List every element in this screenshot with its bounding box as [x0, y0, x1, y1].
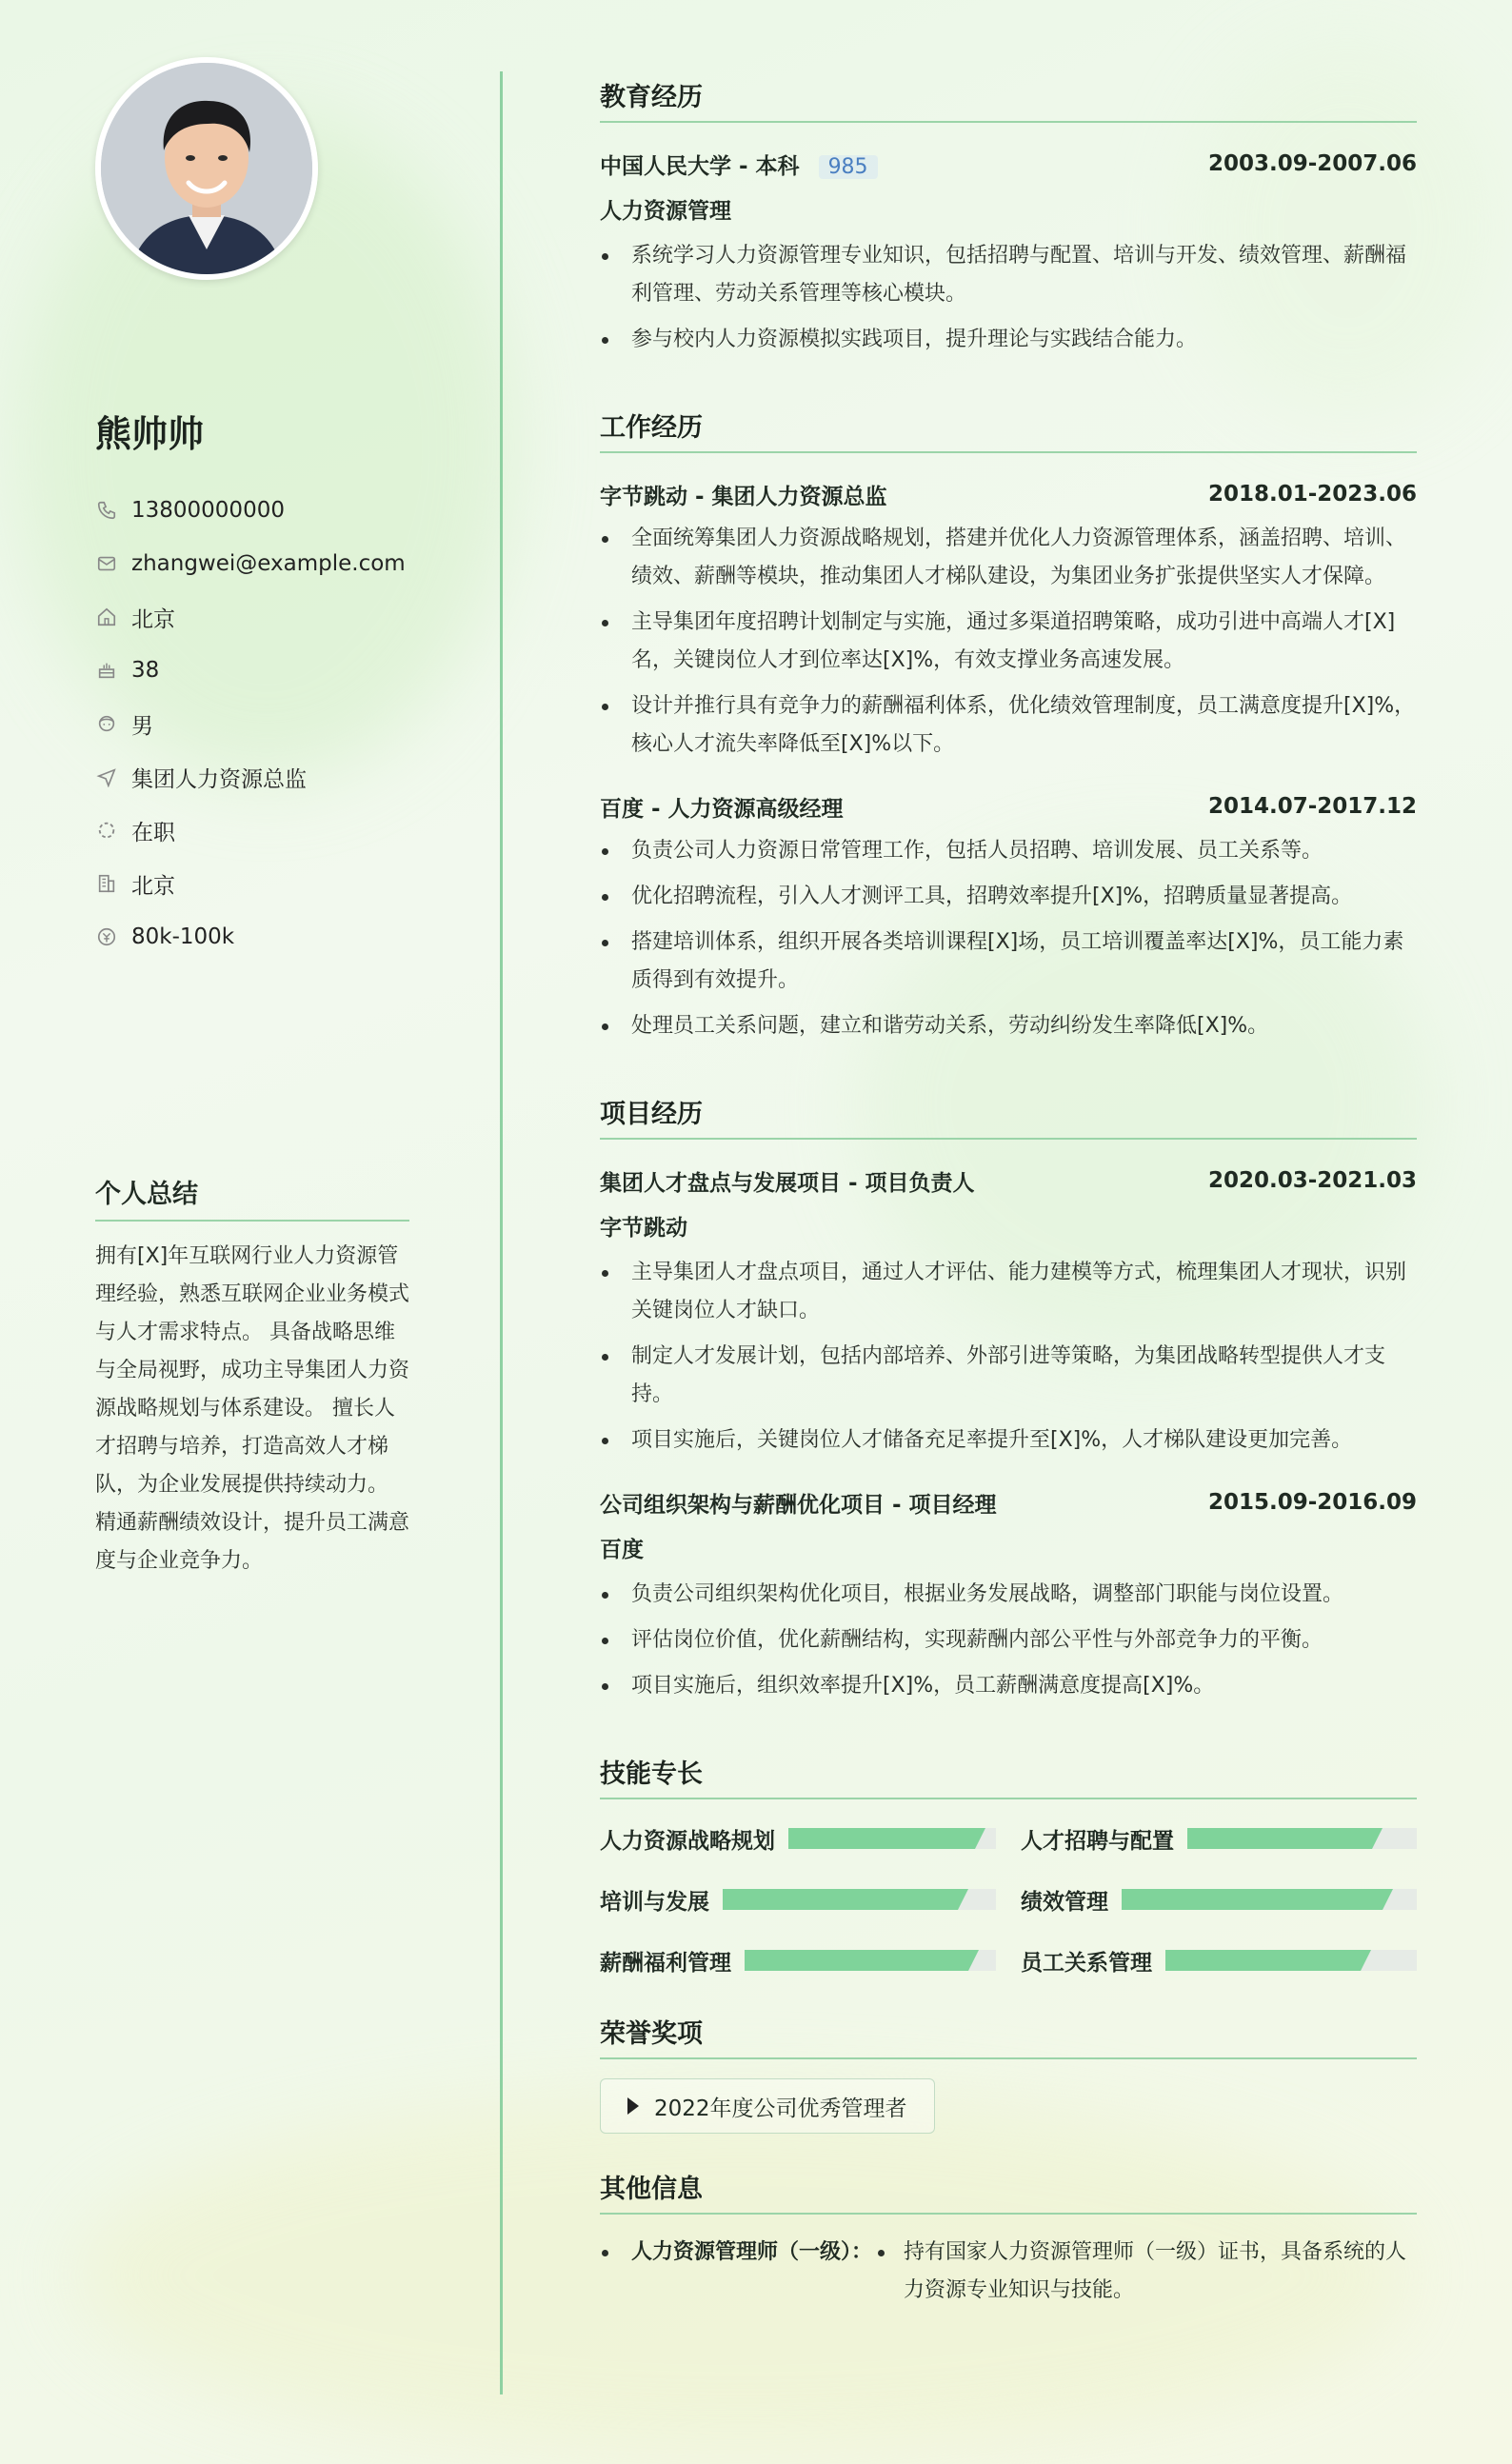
avatar: [95, 57, 318, 280]
skill-label: 人才招聘与配置: [1021, 1828, 1174, 1854]
other-title: 其他信息: [600, 2168, 1417, 2215]
send-icon: [95, 765, 118, 788]
contact-info-list: [95, 484, 409, 964]
education-date: 2003.09-2007.06: [1207, 151, 1417, 176]
skills-title: 技能专长: [600, 1753, 1417, 1799]
project-title: 集团人才盘点与发展项目 - 项目负责人: [600, 1170, 975, 1196]
info-age: [95, 644, 409, 697]
skill-item: [600, 1940, 996, 1980]
skill-bar: [723, 1889, 996, 1910]
skill-bar-fill: [723, 1889, 958, 1910]
list-item: 优化招聘流程，引入人才测评工具，招聘效率提升[X]%，招聘质量显著提高。: [600, 878, 1417, 916]
skill-bar: [1187, 1828, 1417, 1849]
work-title: 工作经历: [600, 407, 1417, 453]
project-company: 字节跳动: [600, 1216, 687, 1241]
salary-icon: [95, 925, 118, 948]
skill-label: 薪酬福利管理: [600, 1950, 731, 1976]
skill-bar-fill: [788, 1828, 975, 1849]
list-item: 制定人才发展计划，包括内部培养、外部引进等策略，为集团战略转型提供人才支持。: [600, 1338, 1417, 1414]
skill-label: 绩效管理: [1021, 1889, 1108, 1915]
home-icon: [95, 606, 118, 628]
expand-triangle-icon: [627, 2097, 639, 2115]
skills-grid: [600, 1818, 1417, 1980]
skill-item: [600, 1818, 996, 1858]
list-item: 设计并推行具有竞争力的薪酬福利体系，优化绩效管理制度，员工满意度提升[X]%，核心人才流失率降低至[X]%以下。: [600, 687, 1417, 764]
project-bullets: [600, 1576, 1417, 1705]
skill-item: [1021, 1879, 1417, 1919]
status-icon: [95, 819, 118, 842]
skill-bar: [1165, 1950, 1417, 1971]
skill-bar-fill: [1165, 1950, 1361, 1971]
job-title: 字节跳动 - 集团人力资源总监: [600, 484, 887, 509]
work-section: [600, 407, 1417, 1045]
job-bullets: [600, 832, 1417, 1045]
skill-bar: [1122, 1889, 1417, 1910]
education-title: 教育经历: [600, 76, 1417, 123]
list-item: 搭建培训体系，组织开展各类培训课程[X]场，员工培训覆盖率达[X]%，员工能力素质得到有效提升。: [600, 924, 1417, 1000]
list-item: 负责公司组织架构优化项目，根据业务发展战略，调整部门职能与岗位设置。: [600, 1576, 1417, 1614]
info-status: [95, 804, 409, 857]
project-date: 2020.03-2021.03: [1207, 1168, 1417, 1193]
info-city-text: 北京: [131, 873, 175, 899]
cake-icon: [95, 659, 118, 682]
school-badge: 985: [819, 155, 878, 179]
info-location-text: 北京: [131, 606, 175, 632]
education-major: 人力资源管理: [600, 199, 731, 224]
skill-bar-fill: [1122, 1889, 1383, 1910]
skills-section: [600, 1753, 1417, 1980]
project-head: [600, 1159, 1417, 1202]
education-head: [600, 142, 1417, 186]
education-section: [600, 76, 1417, 359]
honors-section: [600, 2013, 1417, 2134]
info-phone-text: 13800000000: [131, 498, 285, 523]
other-item: [600, 2234, 1417, 2310]
skill-label: 员工关系管理: [1021, 1950, 1152, 1976]
list-item: 评估岗位价值，优化薪酬结构，实现薪酬内部公平性与外部竞争力的平衡。: [600, 1621, 1417, 1659]
info-email-text: zhangwei@example.com: [131, 551, 406, 576]
info-salary: [95, 910, 409, 964]
job-head: [600, 472, 1417, 516]
building-icon: [95, 872, 118, 895]
info-status-text: 在职: [131, 820, 175, 845]
job-date: 2014.07-2017.12: [1207, 794, 1417, 819]
job-head: [600, 785, 1417, 828]
list-item: 参与校内人力资源模拟实践项目，提升理论与实践结合能力。: [600, 321, 1417, 359]
info-location: [95, 590, 409, 644]
honors-title: 荣誉奖项: [600, 2013, 1417, 2059]
list-item: 处理员工关系问题，建立和谐劳动关系，劳动纠纷发生率降低[X]%。: [600, 1007, 1417, 1045]
list-item: 主导集团年度招聘计划制定与实施，通过多渠道招聘策略，成功引进中高端人才[X]名，关键岗位人才到位率达[X]%，有效支撑业务高速发展。: [600, 604, 1417, 680]
info-email: [95, 537, 409, 590]
email-icon: [95, 552, 118, 575]
info-position: [95, 750, 409, 804]
school-name: 中国人民大学 - 本科: [600, 153, 800, 179]
info-phone: [95, 484, 409, 537]
project-title: 公司组织架构与薪酬优化项目 - 项目经理: [600, 1492, 997, 1518]
info-gender: [95, 697, 409, 750]
skill-bar: [788, 1828, 996, 1849]
summary-text: 拥有[X]年互联网行业人力资源管理经验，熟悉互联网企业业务模式与人才需求特点。 具备战略思维与全局视野，成功主导集团人力资源战略规划与体系建设。 擅长人才招聘与培养，打造高效人才梯队，为企业发展提供持续动力。 精通薪酬绩效设计，提升员工满意度与企业竞争力。: [95, 1244, 410, 1573]
divider-line: [500, 71, 503, 2394]
project-bullets: [600, 1254, 1417, 1460]
gender-icon: [95, 712, 118, 735]
info-salary-text: 80k-100k: [131, 924, 235, 949]
other-value: 持有国家人力资源管理师（一级）证书，具备系统的人力资源专业知识与技能。: [872, 2234, 1417, 2310]
other-key: 人力资源管理师（一级）：: [600, 2234, 872, 2310]
skill-bar-fill: [745, 1950, 968, 1971]
list-item: 主导集团人才盘点项目，通过人才评估、能力建模等方式，梳理集团人才现状，识别关键岗位人才缺口。: [600, 1254, 1417, 1330]
job-title: 百度 - 人力资源高级经理: [600, 796, 844, 822]
phone-icon: [95, 499, 118, 522]
award-text: 2022年度公司优秀管理者: [654, 2096, 907, 2121]
skill-label: 人力资源战略规划: [600, 1828, 775, 1854]
info-gender-text: 男: [131, 713, 153, 739]
project-date: 2015.09-2016.09: [1207, 1490, 1417, 1515]
info-position-text: 集团人力资源总监: [131, 766, 307, 792]
education-bullets: [600, 237, 1417, 359]
list-item: 全面统筹集团人力资源战略规划，搭建并优化人力资源管理体系，涵盖招聘、培训、绩效、薪酬等模块，推动集团人才梯队建设，为集团业务扩张提供坚实人才保障。: [600, 520, 1417, 596]
skill-item: [600, 1879, 996, 1919]
list-item: 项目实施后，组织效率提升[X]%，员工薪酬满意度提高[X]%。: [600, 1667, 1417, 1705]
job-bullets: [600, 520, 1417, 764]
projects-section: [600, 1093, 1417, 1705]
project-head: [600, 1480, 1417, 1524]
other-section: [600, 2168, 1417, 2310]
skill-bar: [745, 1950, 996, 1971]
job-date: 2018.01-2023.06: [1207, 482, 1417, 507]
skill-item: [1021, 1818, 1417, 1858]
projects-title: 项目经历: [600, 1093, 1417, 1140]
skill-label: 培训与发展: [600, 1889, 709, 1915]
summary-title: 个人总结: [95, 1173, 409, 1222]
skill-bar-fill: [1187, 1828, 1372, 1849]
list-item: 系统学习人力资源管理专业知识，包括招聘与配置、培训与开发、绩效管理、薪酬福利管理、劳动关系管理等核心模块。: [600, 237, 1417, 313]
main-content: [600, 76, 1417, 2310]
list-item: 负责公司人力资源日常管理工作，包括人员招聘、培训发展、员工关系等。: [600, 832, 1417, 870]
info-city: [95, 857, 409, 910]
project-company: 百度: [600, 1538, 644, 1562]
candidate-name: 熊帅帅: [95, 413, 205, 455]
award-item[interactable]: [600, 2078, 935, 2134]
skill-item: [1021, 1940, 1417, 1980]
info-age-text: 38: [131, 658, 160, 683]
list-item: 项目实施后，关键岗位人才储备充足率提升至[X]%，人才梯队建设更加完善。: [600, 1421, 1417, 1460]
